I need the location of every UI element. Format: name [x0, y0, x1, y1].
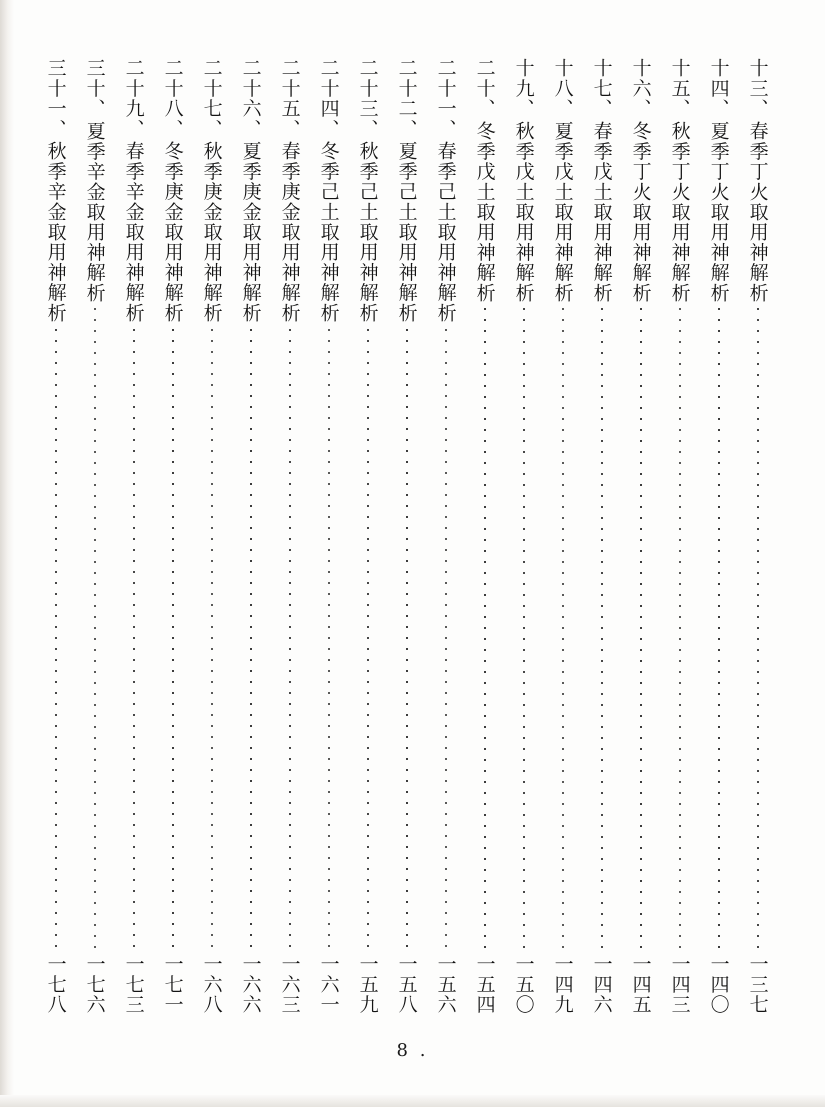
toc-leader-dots [445, 329, 447, 949]
toc-leader-dots [289, 329, 291, 949]
toc-entry-page: 一六八 [200, 954, 223, 1015]
toc-entry-title: 冬季己土取用神解析 [317, 140, 340, 323]
toc-entry[interactable] [543, 58, 582, 1015]
toc-leader-dots [172, 329, 174, 949]
toc-entry[interactable] [738, 58, 777, 1015]
toc-leader-dots [679, 308, 681, 948]
toc-entry[interactable] [426, 58, 465, 1015]
toc-leader-dots [601, 308, 603, 948]
toc-entry-number: 十三、 [746, 58, 769, 119]
toc-entry-title: 春季己土取用神解析 [434, 140, 457, 323]
toc-entry-title: 春季辛金取用神解析 [122, 140, 145, 323]
toc-entry-title: 秋季丁火取用神解析 [668, 120, 691, 303]
toc-entry[interactable] [699, 58, 738, 1015]
toc-leader-dots [718, 308, 720, 948]
toc-entry-number: 十五、 [668, 58, 691, 119]
toc-entry-title: 秋季辛金取用神解析 [44, 140, 67, 323]
toc-entry-number: 三十一、 [44, 58, 67, 139]
toc-entry-page: 一七八 [44, 954, 67, 1015]
toc-entry[interactable] [660, 58, 699, 1015]
toc-entry-title: 秋季戊土取用神解析 [512, 120, 535, 303]
toc-entry-number: 十六、 [629, 58, 652, 119]
toc-entry-title: 冬季庚金取用神解析 [161, 140, 184, 323]
toc-entry-page: 一六三 [278, 954, 301, 1015]
toc-entry-number: 二十三、 [356, 58, 379, 139]
toc-entry-page: 一四〇 [707, 954, 730, 1015]
toc-entry[interactable] [504, 58, 543, 1015]
toc-entry-page: 一五〇 [512, 954, 535, 1015]
toc-entry-title: 夏季丁火取用神解析 [707, 120, 730, 303]
toc-leader-dots [562, 308, 564, 948]
toc-leader-dots [328, 329, 330, 949]
toc-entry-page: 一五八 [395, 954, 418, 1015]
toc-entry-number: 十四、 [707, 58, 730, 119]
toc-entry-title: 秋季庚金取用神解析 [200, 140, 223, 323]
toc-entry-page: 一四九 [551, 954, 574, 1015]
toc-entry[interactable] [309, 58, 348, 1015]
toc-leader-dots [523, 308, 525, 948]
toc-entry[interactable] [270, 58, 309, 1015]
toc-leader-dots [640, 308, 642, 948]
page-number: 8 . [396, 1040, 429, 1061]
toc-entry[interactable] [192, 58, 231, 1015]
toc-entry-number: 二十八、 [161, 58, 184, 139]
toc-entry-title: 夏季己土取用神解析 [395, 140, 418, 323]
toc-entry[interactable] [36, 58, 75, 1015]
toc-entry-number: 十八、 [551, 58, 574, 119]
toc-entry-title: 秋季己土取用神解析 [356, 140, 379, 323]
toc-leader-dots [484, 308, 486, 948]
toc-entry-title: 冬季丁火取用神解析 [629, 120, 652, 303]
toc-leader-dots [94, 308, 96, 948]
toc-entry-number: 二十九、 [122, 58, 145, 139]
toc-entry[interactable] [153, 58, 192, 1015]
toc-entry-number: 二十四、 [317, 58, 340, 139]
toc-entry-page: 一七一 [161, 954, 184, 1015]
toc-leader-dots [250, 329, 252, 949]
toc-entry-number: 十七、 [590, 58, 613, 119]
toc-entry-title: 夏季庚金取用神解析 [239, 140, 262, 323]
toc-entry-title: 冬季戊土取用神解析 [473, 120, 496, 303]
toc-entry-page: 一五九 [356, 954, 379, 1015]
toc-entry[interactable] [582, 58, 621, 1015]
toc-entry-number: 二十二、 [395, 58, 418, 139]
toc-entry-title: 夏季戊土取用神解析 [551, 120, 574, 303]
scan-edge-left [0, 0, 14, 1107]
toc-entry-page: 一七六 [83, 954, 106, 1015]
toc-entry-page: 一五六 [434, 954, 457, 1015]
table-of-contents [44, 58, 777, 1015]
toc-entry-page: 一三七 [746, 954, 769, 1015]
toc-entry-number: 十九、 [512, 58, 535, 119]
toc-leader-dots [757, 308, 759, 948]
toc-entry-page: 一四六 [590, 954, 613, 1015]
toc-entry[interactable] [231, 58, 270, 1015]
toc-entry-number: 二十、 [473, 58, 496, 119]
toc-entry-title: 春季戊土取用神解析 [590, 120, 613, 303]
toc-entry-page: 一七三 [122, 954, 145, 1015]
toc-entry-number: 二十一、 [434, 58, 457, 139]
toc-entry[interactable] [387, 58, 426, 1015]
toc-entry-page: 一四五 [629, 954, 652, 1015]
toc-leader-dots [133, 329, 135, 949]
toc-leader-dots [367, 329, 369, 949]
toc-entry[interactable] [621, 58, 660, 1015]
scan-edge-bottom [0, 1095, 825, 1107]
toc-entry-number: 二十六、 [239, 58, 262, 139]
toc-entry-title: 夏季辛金取用神解析 [83, 120, 106, 303]
toc-entry-page: 一六六 [239, 954, 262, 1015]
toc-entry-number: 二十五、 [278, 58, 301, 139]
toc-leader-dots [211, 329, 213, 949]
toc-leader-dots [55, 329, 57, 949]
toc-leader-dots [406, 329, 408, 949]
toc-entry-number: 二十七、 [200, 58, 223, 139]
toc-entry-title: 春季丁火取用神解析 [746, 120, 769, 303]
toc-entry-title: 春季庚金取用神解析 [278, 140, 301, 323]
toc-entry[interactable] [75, 58, 114, 1015]
toc-entry[interactable] [114, 58, 153, 1015]
toc-entry[interactable] [465, 58, 504, 1015]
toc-entry-page: 一五四 [473, 954, 496, 1015]
toc-entry-number: 三十、 [83, 58, 106, 119]
toc-entry-page: 一四三 [668, 954, 691, 1015]
toc-entry-page: 一六一 [317, 954, 340, 1015]
toc-entry[interactable] [348, 58, 387, 1015]
